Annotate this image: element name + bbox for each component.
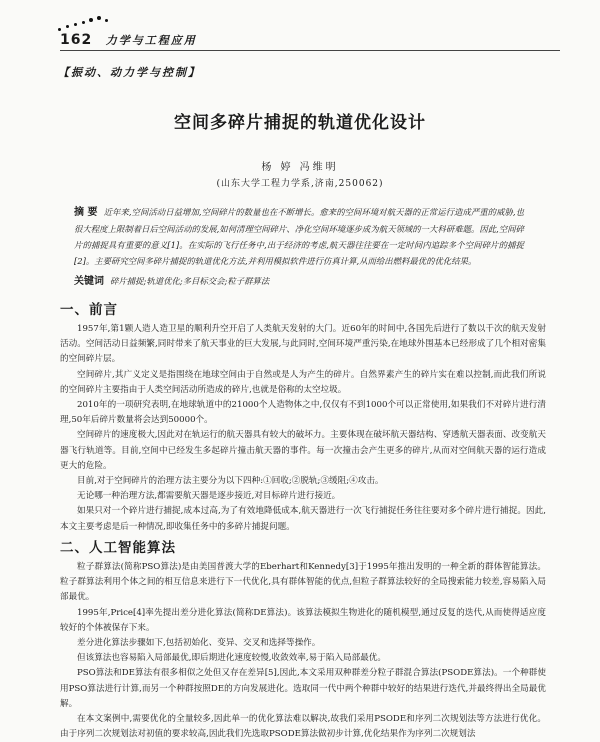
paper-affiliation: (山东大学工程力学系,济南,250062) [216,179,384,189]
ornament-dot [58,28,61,31]
paragraph: 目前,对于空间碎片的治理方法主要分为以下四种:①回收;②脱轨;③缓阻;④攻击。 [77,476,384,487]
ornament-dot [97,16,101,20]
abstract-label: 摘 要 [74,207,98,218]
section-heading-intro: 一、前言 [60,302,118,318]
paragraph: 在本文案例中,需要优化的全量较多,因此单一的优化算法难以解决,故我们采用PSODE和序列二次规划法等方法进行优化。由于序列二次规划法对初值的要求较高,因此我们先选取PSODE算法做初步计算,优化结果作为序列二次规划法 [60,714,546,740]
ornament-dot [66,25,69,28]
keywords-text: 碎片捕捉;轨道优化;多目标交会;粒子群算法 [110,276,270,286]
journal-name: 力学与工程应用 [105,34,197,47]
ornament-dot [74,23,77,26]
paragraph: 如果只对一个碎片进行捕捉,成本过高,为了有效地降低成本,航天器进行一次飞行捕捉任务往往要对多个碎片进行捕捉。因此,本文主要考虑是后一种情况,即收集任务中的多碎片捕捉问题。 [60,506,546,532]
section-body-intro [60,322,546,535]
paragraph: 粒子群算法(简称PSO算法)是由美国普渡大学的Eberhart和Kennedy[3]于1995年推出发明的一种全新的群体智能算法。粒子群算法利用个体之间的相互信息来进行下一代优化,具有群体智能的优点,但粒子群算法较好的全局搜索能力较差,容易陷入局部最优。 [60,562,546,603]
section-tag: 【振动、动力学与控制】 [58,66,201,79]
ornament-dot [105,19,108,22]
paragraph: 1957年,第1颗人造人造卫星的顺利升空开启了人类航天发射的大门。近60年的时间中,各国先后进行了数以千次的航天发射活动。空间活动日益频繁,同时带来了航天事业的巨大发展,与此同时,空间环境严重污染,在地球外围基本已经形成了几个相对密集的空间碎片层。 [60,324,546,365]
ornament-dot [82,21,85,24]
paragraph: 差分进化算法步骤如下,包括初始化、变异、交叉和选择等操作。 [77,638,321,649]
paragraph: PSO算法和DE算法有很多相似之处但又存在差异[5],因此,本文采用双种群差分粒子群混合算法(PSODE算法)。一个种群使用PSO算法进行计算,而另一个种群按照DE的方向发展进化。选取同一代中两个种群中较好的结果进行迭代,并最终得出全局最优解。 [60,668,546,709]
paragraph: 1995年,Price[4]率先提出差分进化算法(简称DE算法)。该算法模拟生物进化的随机模型,通过反复的迭代,从而使得适应度较好的个体被保存下来。 [60,607,546,633]
paragraph: 2010年的一项研究表明,在地球轨道中的21000个人造物体之中,仅仅有不到1000个可以正常使用,如果我们不对碎片进行清理,50年后碎片数量将会达到50000个。 [60,400,546,426]
abstract-text: 近年来,空间活动日益增加,空间碎片的数量也在不断增长。愈来的空间环境对航天器的正常运行造成严重的威胁,也很大程度上限制着日后空间活动的发展,如何清理空间碎片、净化空间环境逐步成为航天领域的一大科研难题。因此,空间碎片的捕捉具有重要的意义[1]。在实际的飞行任务中,出于经济的考虑,航天器往往要在一定时间内追踪多个空间碎片的捕捉[2]。主要研究空间多碎片捕捉的轨道优化方法,并利用模拟软件进行仿真计算,从而给出燃料最优的优化结果。 [74,207,525,266]
keywords-label: 关键词 [74,276,104,287]
paragraph: 但该算法也容易陷入局部最优,即后期进化速度较慢,收敛效率,易于陷入局部最优。 [77,653,386,664]
paper-authors: 杨 婷 冯维明 [261,162,339,173]
page-number: 162 [60,32,93,48]
section-body-ai-algorithms [60,560,546,742]
paragraph: 无论哪一种治理方法,都需要航天器是逐步接近,对目标碎片进行接近。 [77,491,341,502]
section-heading-ai-algorithms: 二、人工智能算法 [60,540,176,556]
paragraph: 空间碎片的速度极大,因此对在轨运行的航天器具有较大的破坏力。主要体现在破坏航天器结构、穿透航天器表面、改变航天器飞行轨道等。目前,空间中已经发生多起碎片撞击航天器的事件。每一次撞击会产生更多的碎片,从而对空间航天器的运行造成更大的危险。 [60,430,546,471]
keywords-block [74,272,534,287]
abstract-block [74,204,524,269]
paper-title: 空间多碎片捕捉的轨道优化设计 [174,113,426,133]
ornament-dot [89,18,93,22]
header-rule [60,50,560,51]
paragraph: 空间碎片,其广义定义是指围绕在地球空间由于自然或是人为产生的碎片。自然界素产生的碎片实在难以控制,而此我们所说的空间碎片主要指由于人类空间活动所造成的碎片,也就是俗称的太空垃圾。 [60,369,546,395]
running-header [60,32,197,48]
